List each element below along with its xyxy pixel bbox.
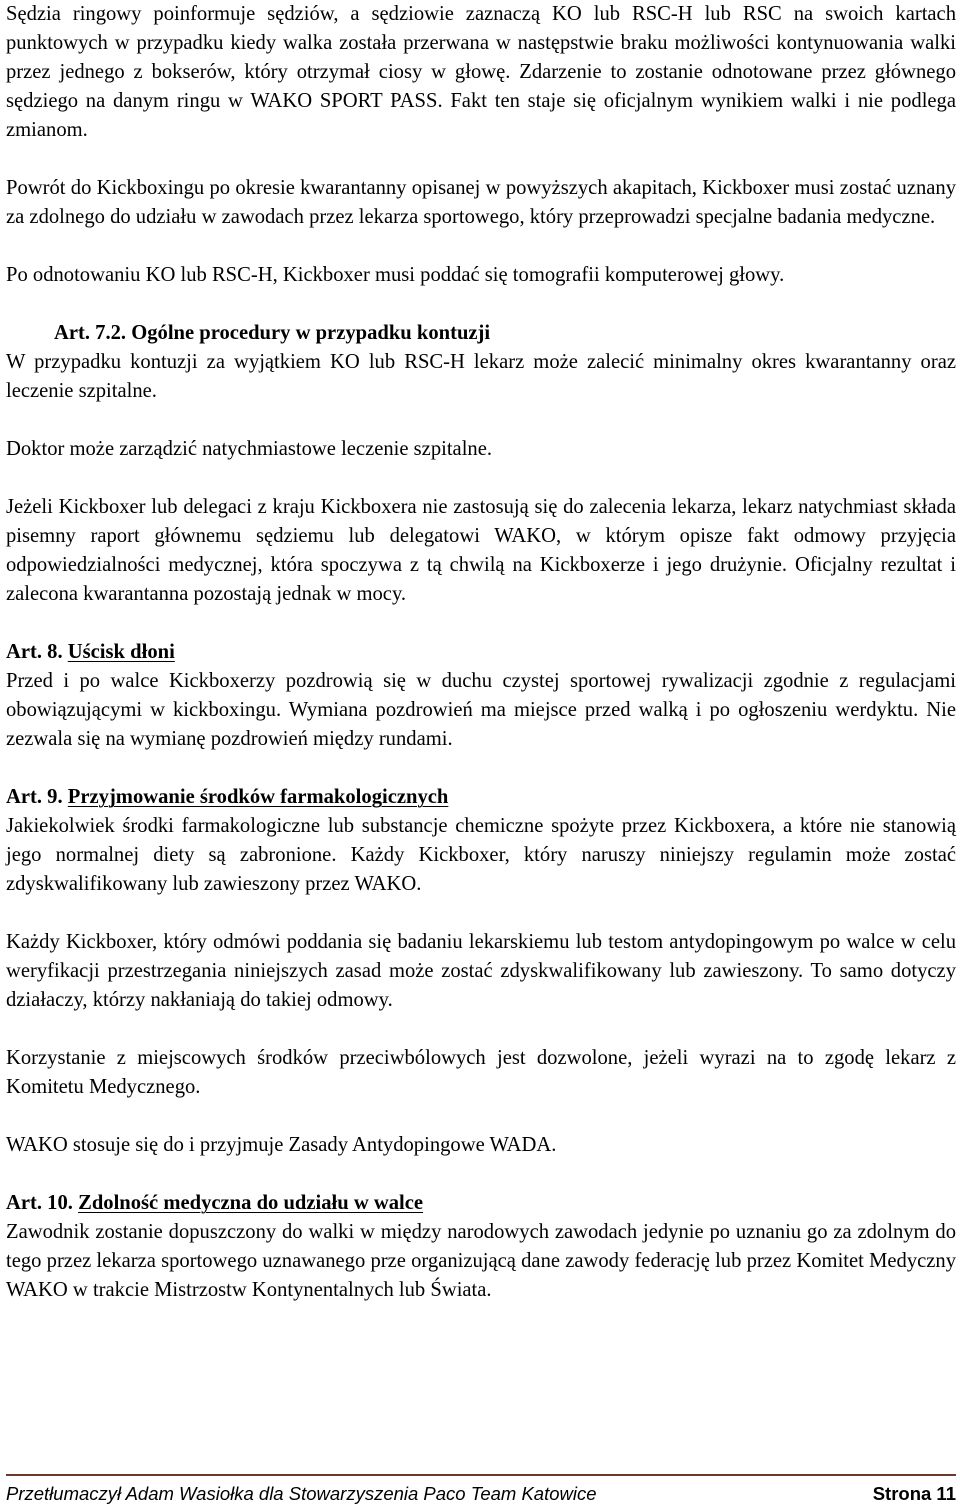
- art-10-title: Zdolność medyczna do udziału w walce: [78, 1192, 424, 1214]
- art-8-number: Art. 8.: [6, 641, 63, 663]
- art-7-2-paragraph-2: Doktor może zarządzić natychmiastowe leczenie szpitalne.: [6, 438, 493, 460]
- paragraph-return-after-quarantine: Powrót do Kickboxingu po okresie kwarantanny opisanej w powyższych akapitach, Kickboxer musi zostać uznany za zdolnego do udziału w zawodach przez lekarza sportowego, który przeprowadzi specjalne badania medyczne.: [6, 177, 956, 228]
- art-8-heading: [6, 638, 956, 667]
- paragraph-tomography: Po odnotowaniu KO lub RSC-H, Kickboxer musi poddać się tomografii komputerowej głowy.: [6, 264, 785, 286]
- paragraph-ko-rsc: Sędzia ringowy poinformuje sędziów, a sędziowie zaznaczą KO lub RSC-H lub RSC na swoich kartach punktowych w przypadku kiedy walka została przerwana w następstwie braku możliwości kontynuowania walki przez jednego z bokserów, który otrzymał ciosy w głowę. Zdarzenie to zostanie odnotowane przez głównego sędziego na danym ringu w WAKO SPORT PASS. Fakt ten staje się oficjalnym wynikiem walki i nie podlega zmianom.: [6, 3, 956, 141]
- art-9-paragraph-2: Każdy Kickboxer, który odmówi poddania się badaniu lekarskiemu lub testom antydopingowym po walce w celu weryfikacji przestrzegania niniejszych zasad może zostać zdyskwalifikowany lub zawieszony. To samo dotyczy działaczy, którzy nakłaniają do takiej odmowy.: [6, 931, 956, 1011]
- art-7-2-paragraph-3: Jeżeli Kickboxer lub delegaci z kraju Kickboxera nie zastosują się do zalecenia lekarza, lekarz natychmiast składa pisemny raport głównemu sędziemu lub delegatowi WAKO, w którym opisze fakt odmowy przyjęcia odpowiedzialności medycznej, która spoczywa z tą chwilą na Kickboxerze i jego drużynie. Oficjalny rezultat i zalecona kwarantanna pozostają jednak w mocy.: [6, 496, 956, 605]
- page-number: Strona 11: [872, 1483, 956, 1504]
- art-9-title: Przyjmowanie środków farmakologicznych: [67, 786, 449, 808]
- art-8-title: Uścisk dłoni: [67, 641, 175, 663]
- art-8-paragraph-1: Przed i po walce Kickboxerzy pozdrowią się w duchu czystej sportowej rywalizacji zgodnie z regulacjami obowiązującymi w kickboxingu. Wymiana pozdrowień ma miejsce przed walką i po ogłoszeniu werdyktu. Nie zezwala się na wymianę pozdrowień między rundami.: [6, 670, 956, 750]
- art-9-paragraph-1: Jakiekolwiek środki farmakologiczne lub substancje chemiczne spożyte przez Kickboxera, a które nie stanowią jego normalnej diety są zabronione. Każdy Kickboxer, który naruszy niniejszy regulamin może zostać zdyskwalifikowany lub zawieszony przez WAKO.: [6, 815, 956, 895]
- art-9-number: Art. 9.: [6, 786, 63, 808]
- art-10-heading: [6, 1189, 956, 1218]
- art-9-paragraph-3: Korzystanie z miejscowych środków przeciwbólowych jest dozwolone, jeżeli wyrazi na to zgodę lekarz z Komitetu Medycznego.: [6, 1047, 956, 1098]
- footer-credit: Przetłumaczył Adam Wasiołka dla Stowarzyszenia Paco Team Katowice: [6, 1483, 597, 1504]
- document-page: [6, 0, 956, 1305]
- art-9-paragraph-4: WAKO stosuje się do i przyjmuje Zasady Antydopingowe WADA.: [6, 1134, 557, 1156]
- art-10-number: Art. 10.: [6, 1192, 73, 1214]
- art-7-2-heading: Art. 7.2. Ogólne procedury w przypadku kontuzji: [54, 322, 491, 344]
- art-9-heading: [6, 783, 956, 812]
- art-10-paragraph-1: Zawodnik zostanie dopuszczony do walki w między narodowych zawodach jedynie po uznaniu go za zdolnym do tego przez lekarza sportowego uznawanego prze organizującą dane zawody federację lub przez Komitet Medyczny WAKO w trakcie Mistrzostw Kontynentalnych lub Świata.: [6, 1221, 956, 1301]
- page-footer: [6, 1482, 956, 1506]
- art-7-2-paragraph-1: W przypadku kontuzji za wyjątkiem KO lub RSC-H lekarz może zalecić minimalny okres kwarantanny oraz leczenie szpitalne.: [6, 351, 956, 402]
- footer-divider: [6, 1474, 956, 1476]
